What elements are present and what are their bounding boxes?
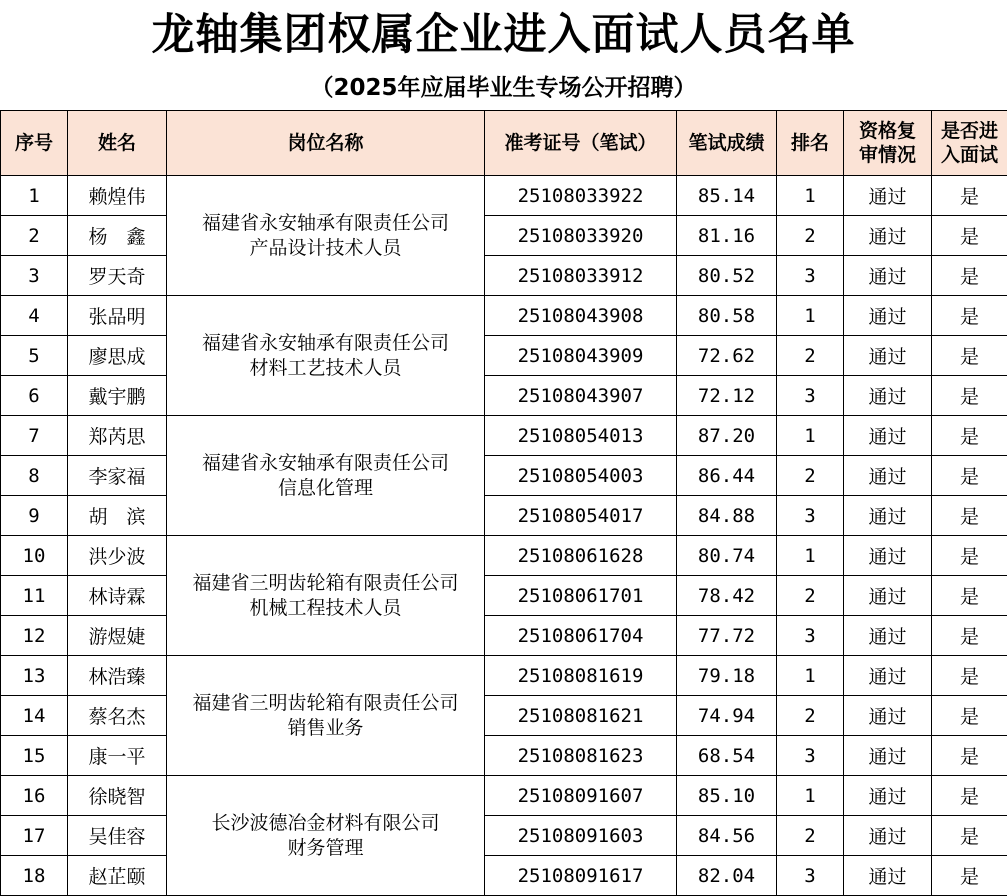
cell-interview: 是 xyxy=(932,816,1007,856)
table-body xyxy=(1,176,1007,896)
cell-score: 80.74 xyxy=(677,536,777,576)
cell-interview: 是 xyxy=(932,296,1007,336)
cell-seq: 6 xyxy=(1,376,68,416)
cell-ticket: 25108054013 xyxy=(485,416,677,456)
cell-name: 张品明 xyxy=(68,296,167,336)
header-review-line1: 资格复 xyxy=(859,120,916,142)
cell-score: 84.88 xyxy=(677,496,777,536)
table-row xyxy=(1,736,1007,776)
cell-interview: 是 xyxy=(932,376,1007,416)
cell-review: 通过 xyxy=(844,696,932,736)
cell-name: 吴佳容 xyxy=(68,816,167,856)
cell-score: 79.18 xyxy=(677,656,777,696)
header-name: 姓名 xyxy=(68,111,167,176)
cell-ticket: 25108043909 xyxy=(485,336,677,376)
cell-seq: 4 xyxy=(1,296,68,336)
cell-rank: 3 xyxy=(777,256,844,296)
cell-score: 72.12 xyxy=(677,376,777,416)
cell-rank: 2 xyxy=(777,456,844,496)
header-rank: 排名 xyxy=(777,111,844,176)
cell-score: 80.52 xyxy=(677,256,777,296)
cell-rank: 3 xyxy=(777,496,844,536)
cell-name: 赵芷颐 xyxy=(68,856,167,896)
cell-review: 通过 xyxy=(844,816,932,856)
table-row xyxy=(1,416,1007,456)
cell-rank: 1 xyxy=(777,656,844,696)
table-row xyxy=(1,256,1007,296)
cell-rank: 3 xyxy=(777,376,844,416)
cell-score: 80.58 xyxy=(677,296,777,336)
cell-interview: 是 xyxy=(932,696,1007,736)
cell-score: 85.14 xyxy=(677,176,777,216)
table-row xyxy=(1,296,1007,336)
cell-review: 通过 xyxy=(844,656,932,696)
cell-rank: 2 xyxy=(777,336,844,376)
cell-seq: 5 xyxy=(1,336,68,376)
cell-score: 86.44 xyxy=(677,456,777,496)
cell-name: 林诗霖 xyxy=(68,576,167,616)
cell-review: 通过 xyxy=(844,296,932,336)
cell-score: 74.94 xyxy=(677,696,777,736)
cell-review: 通过 xyxy=(844,376,932,416)
cell-review: 通过 xyxy=(844,456,932,496)
position-company: 福建省永安轴承有限责任公司 xyxy=(167,331,484,356)
cell-interview: 是 xyxy=(932,536,1007,576)
cell-position xyxy=(167,656,485,776)
position-job: 材料工艺技术人员 xyxy=(167,356,484,381)
interview-roster-table xyxy=(0,110,1007,896)
position-job: 信息化管理 xyxy=(167,476,484,501)
cell-ticket: 25108061701 xyxy=(485,576,677,616)
cell-interview: 是 xyxy=(932,656,1007,696)
cell-rank: 3 xyxy=(777,856,844,896)
cell-rank: 2 xyxy=(777,216,844,256)
cell-ticket: 25108033920 xyxy=(485,216,677,256)
table-row xyxy=(1,176,1007,216)
cell-review: 通过 xyxy=(844,536,932,576)
cell-interview: 是 xyxy=(932,776,1007,816)
cell-seq: 2 xyxy=(1,216,68,256)
cell-ticket: 25108033912 xyxy=(485,256,677,296)
cell-interview: 是 xyxy=(932,736,1007,776)
cell-ticket: 25108081623 xyxy=(485,736,677,776)
cell-review: 通过 xyxy=(844,776,932,816)
cell-rank: 1 xyxy=(777,776,844,816)
cell-rank: 2 xyxy=(777,696,844,736)
position-company: 福建省永安轴承有限责任公司 xyxy=(167,451,484,476)
header-review xyxy=(844,111,932,176)
table-row xyxy=(1,376,1007,416)
cell-seq: 3 xyxy=(1,256,68,296)
cell-rank: 2 xyxy=(777,576,844,616)
cell-interview: 是 xyxy=(932,496,1007,536)
position-company: 长沙波德冶金材料有限公司 xyxy=(167,811,484,836)
table-row xyxy=(1,456,1007,496)
cell-seq: 13 xyxy=(1,656,68,696)
table-row xyxy=(1,856,1007,896)
cell-ticket: 25108081619 xyxy=(485,656,677,696)
table-row xyxy=(1,336,1007,376)
position-job: 产品设计技术人员 xyxy=(167,236,484,261)
cell-seq: 17 xyxy=(1,816,68,856)
cell-position xyxy=(167,416,485,536)
table-row xyxy=(1,816,1007,856)
cell-seq: 15 xyxy=(1,736,68,776)
cell-position xyxy=(167,776,485,896)
cell-seq: 18 xyxy=(1,856,68,896)
cell-score: 77.72 xyxy=(677,616,777,656)
document-title: 龙轴集团权属企业进入面试人员名单 xyxy=(0,6,1007,64)
position-job: 销售业务 xyxy=(167,716,484,741)
cell-score: 85.10 xyxy=(677,776,777,816)
table-row xyxy=(1,216,1007,256)
cell-seq: 10 xyxy=(1,536,68,576)
cell-interview: 是 xyxy=(932,616,1007,656)
cell-name: 廖思成 xyxy=(68,336,167,376)
cell-name: 罗天奇 xyxy=(68,256,167,296)
position-job: 机械工程技术人员 xyxy=(167,596,484,621)
header-interview-line2: 入面试 xyxy=(941,144,998,166)
cell-name: 杨 鑫 xyxy=(68,216,167,256)
cell-rank: 1 xyxy=(777,536,844,576)
cell-review: 通过 xyxy=(844,176,932,216)
cell-ticket: 25108091603 xyxy=(485,816,677,856)
cell-rank: 1 xyxy=(777,176,844,216)
document-subtitle: （2025年应届毕业生专场公开招聘） xyxy=(0,70,1007,106)
cell-review: 通过 xyxy=(844,256,932,296)
header-ticket: 准考证号（笔试） xyxy=(485,111,677,176)
cell-name: 蔡名杰 xyxy=(68,696,167,736)
cell-seq: 9 xyxy=(1,496,68,536)
cell-ticket: 25108054003 xyxy=(485,456,677,496)
cell-score: 87.20 xyxy=(677,416,777,456)
table-row xyxy=(1,496,1007,536)
cell-ticket: 25108081621 xyxy=(485,696,677,736)
cell-interview: 是 xyxy=(932,576,1007,616)
cell-position xyxy=(167,176,485,296)
cell-interview: 是 xyxy=(932,176,1007,216)
cell-review: 通过 xyxy=(844,616,932,656)
table-row xyxy=(1,776,1007,816)
cell-name: 康一平 xyxy=(68,736,167,776)
cell-name: 游煜婕 xyxy=(68,616,167,656)
cell-score: 84.56 xyxy=(677,816,777,856)
cell-score: 68.54 xyxy=(677,736,777,776)
cell-seq: 11 xyxy=(1,576,68,616)
cell-name: 李家福 xyxy=(68,456,167,496)
cell-seq: 14 xyxy=(1,696,68,736)
cell-ticket: 25108043908 xyxy=(485,296,677,336)
cell-interview: 是 xyxy=(932,336,1007,376)
cell-name: 洪少波 xyxy=(68,536,167,576)
cell-name: 胡 滨 xyxy=(68,496,167,536)
cell-ticket: 25108061628 xyxy=(485,536,677,576)
cell-score: 72.62 xyxy=(677,336,777,376)
cell-rank: 1 xyxy=(777,416,844,456)
cell-score: 81.16 xyxy=(677,216,777,256)
table-row xyxy=(1,576,1007,616)
cell-name: 赖煌伟 xyxy=(68,176,167,216)
header-review-line2: 审情况 xyxy=(859,144,916,166)
cell-review: 通过 xyxy=(844,736,932,776)
cell-score: 82.04 xyxy=(677,856,777,896)
cell-seq: 7 xyxy=(1,416,68,456)
cell-position xyxy=(167,296,485,416)
cell-seq: 8 xyxy=(1,456,68,496)
cell-rank: 3 xyxy=(777,616,844,656)
table-row xyxy=(1,536,1007,576)
cell-rank: 1 xyxy=(777,296,844,336)
cell-interview: 是 xyxy=(932,216,1007,256)
position-company: 福建省三明齿轮箱有限责任公司 xyxy=(167,691,484,716)
cell-ticket: 25108061704 xyxy=(485,616,677,656)
cell-name: 郑芮思 xyxy=(68,416,167,456)
table-header-row xyxy=(1,111,1007,176)
cell-rank: 2 xyxy=(777,816,844,856)
position-company: 福建省三明齿轮箱有限责任公司 xyxy=(167,571,484,596)
header-score: 笔试成绩 xyxy=(677,111,777,176)
cell-name: 戴宇鹏 xyxy=(68,376,167,416)
cell-seq: 16 xyxy=(1,776,68,816)
cell-interview: 是 xyxy=(932,256,1007,296)
cell-ticket: 25108091607 xyxy=(485,776,677,816)
cell-ticket: 25108033922 xyxy=(485,176,677,216)
position-job: 财务管理 xyxy=(167,836,484,861)
cell-ticket: 25108054017 xyxy=(485,496,677,536)
header-interview-line1: 是否进 xyxy=(941,120,998,142)
cell-seq: 1 xyxy=(1,176,68,216)
cell-ticket: 25108091617 xyxy=(485,856,677,896)
cell-interview: 是 xyxy=(932,856,1007,896)
cell-ticket: 25108043907 xyxy=(485,376,677,416)
position-company: 福建省永安轴承有限责任公司 xyxy=(167,211,484,236)
cell-review: 通过 xyxy=(844,416,932,456)
cell-review: 通过 xyxy=(844,576,932,616)
cell-name: 林浩臻 xyxy=(68,656,167,696)
cell-position xyxy=(167,536,485,656)
cell-seq: 12 xyxy=(1,616,68,656)
cell-review: 通过 xyxy=(844,216,932,256)
cell-rank: 3 xyxy=(777,736,844,776)
cell-review: 通过 xyxy=(844,496,932,536)
table-row xyxy=(1,696,1007,736)
cell-interview: 是 xyxy=(932,416,1007,456)
cell-interview: 是 xyxy=(932,456,1007,496)
cell-review: 通过 xyxy=(844,856,932,896)
table-row xyxy=(1,656,1007,696)
header-position: 岗位名称 xyxy=(167,111,485,176)
table-row xyxy=(1,616,1007,656)
cell-review: 通过 xyxy=(844,336,932,376)
header-interview xyxy=(932,111,1007,176)
cell-score: 78.42 xyxy=(677,576,777,616)
header-seq: 序号 xyxy=(1,111,68,176)
cell-name: 徐晓智 xyxy=(68,776,167,816)
